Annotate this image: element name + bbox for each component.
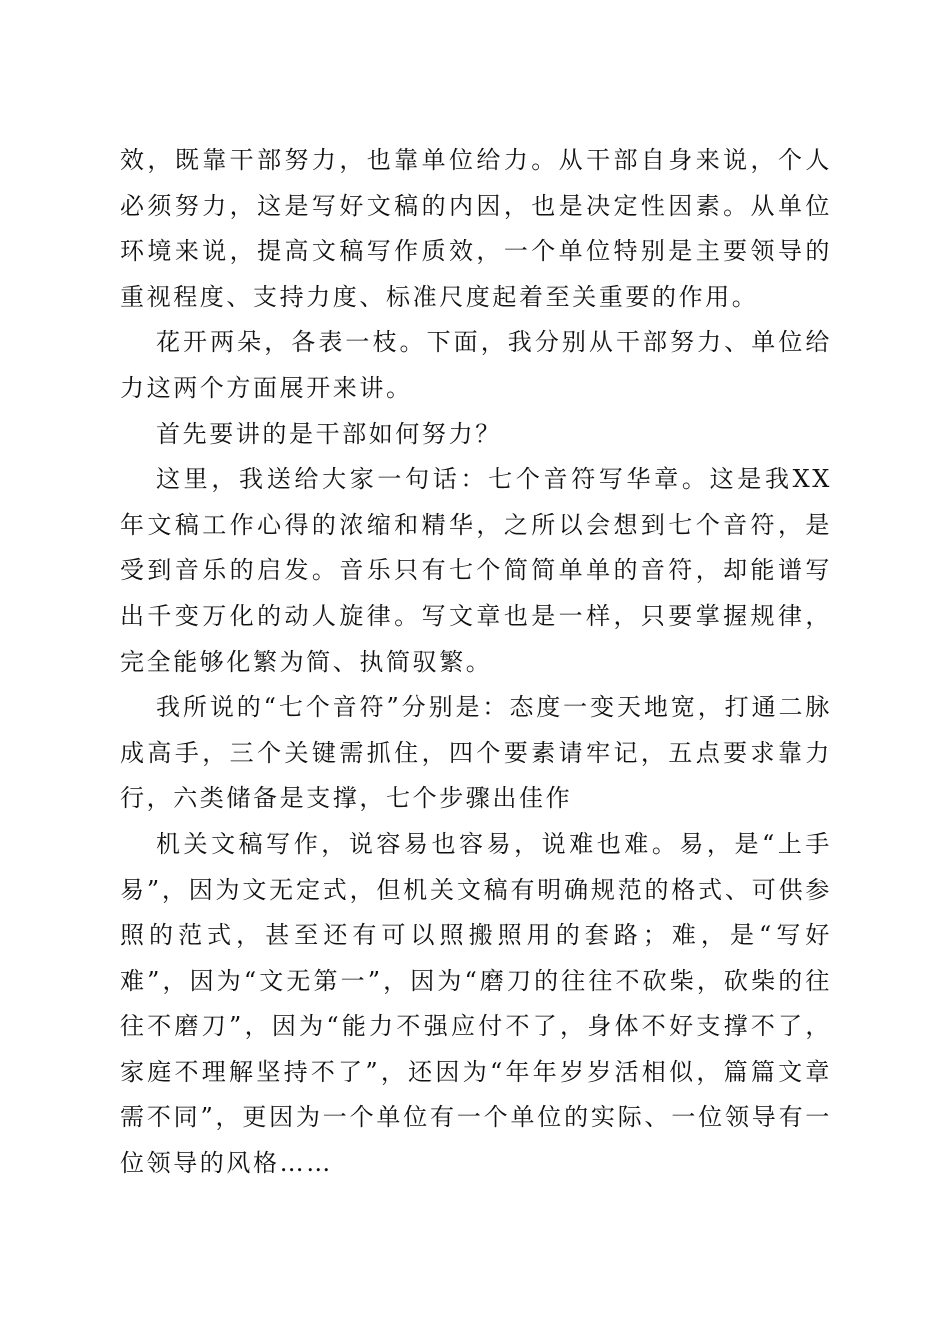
paragraph-3: 首先要讲的是干部如何努力？: [156, 419, 502, 448]
paragraph-5: 我所说的“七个音符”分别是：态度一变天地宽，打通二脉成高手，三个关键需抓住，四个要素请牢记，五点要求靠力行，六类储备是支撑，七个步骤出佳作: [120, 693, 832, 813]
paragraph-1: 效，既靠干部努力，也靠单位给力。从干部自身来说，个人必须努力，这是写好文稿的内因，也是决定性因素。从单位环境来说，提高文稿写作质效，一个单位特别是主要领导的重视程度、支持力度、标准尺度起着至关重要的作用。: [120, 146, 832, 311]
paragraph-6: 机关文稿写作，说容易也容易，说难也难。易，是“上手易”，因为文无定式，但机关文稿有明确规范的格式、可供参照的范式，甚至还有可以照搬照用的套路；难，是“写好难”，因为“文无第一”，因为“磨刀的往往不砍柴，砍柴的往往不磨刀”，因为“能力不强应付不了，身体不好支撑不了，家庭不理解坚持不了”，还因为“年年岁岁活相似，篇篇文章需不同”，更因为一个单位有一个单位的实际、一位领导有一位领导的风格……: [120, 829, 832, 1178]
paragraph-2: 花开两朵，各表一枝。下面，我分别从干部努力、单位给力这两个方面展开来讲。: [120, 328, 832, 402]
document-body: [120, 138, 832, 1187]
paragraph-4: 这里，我送给大家一句话：七个音符写华章。这是我XX年文稿工作心得的浓缩和精华，之所以会想到七个音符，是受到音乐的启发。音乐只有七个简简单单的音符，却能谱写出千变万化的动人旋律。写文章也是一样，只要掌握规律，完全能够化繁为简、执简驭繁。: [120, 465, 832, 676]
